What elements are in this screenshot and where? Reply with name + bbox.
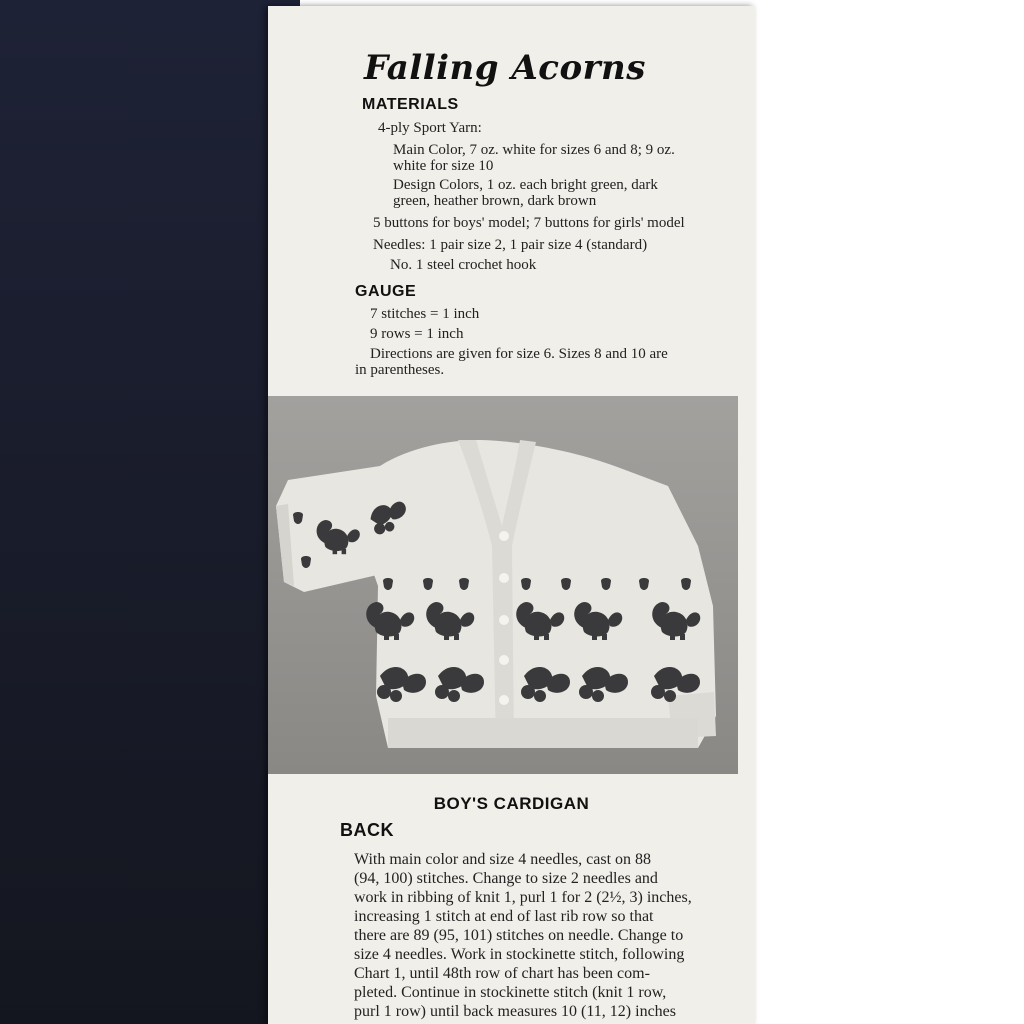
back-heading: BACK	[340, 820, 394, 840]
cardigan-illustration	[268, 396, 738, 774]
materials-line: white for size 10	[393, 158, 494, 174]
back-line: Chart 1, until 48th row of chart has been com-	[354, 965, 650, 982]
back-line: pleted. Continue in stockinette stitch (knit 1 row,	[354, 984, 667, 1001]
gauge-line: in parentheses.	[355, 362, 445, 378]
back-line: With main color and size 4 needles, cast on 88	[354, 851, 652, 868]
materials-line: green, heather brown, dark brown	[393, 193, 597, 209]
materials-line: No. 1 steel crochet hook	[390, 257, 537, 273]
section-title: BOY'S CARDIGAN	[433, 794, 590, 813]
gauge-line: 7 stitches = 1 inch	[370, 306, 480, 322]
gauge-line: Directions are given for size 6. Sizes 8 and 10 are	[370, 346, 668, 362]
gauge-heading: GAUGE	[355, 283, 417, 300]
dark-background	[0, 0, 300, 1024]
white-background	[755, 0, 1024, 1024]
materials-line: Design Colors, 1 oz. each bright green, dark	[393, 177, 658, 193]
materials-line: Main Color, 7 oz. white for sizes 6 and 8; 9 oz.	[393, 142, 675, 158]
back-line: there are 89 (95, 101) stitches on needle. Change to	[354, 927, 684, 944]
back-line: size 4 needles. Work in stockinette stitch, following	[354, 946, 685, 963]
materials-line: 5 buttons for boys' model; 7 buttons for girls' model	[373, 215, 685, 231]
back-line: work in ribbing of knit 1, purl 1 for 2 (2½, 3) inches,	[354, 889, 692, 906]
materials-line: Needles: 1 pair size 2, 1 pair size 4 (standard)	[373, 237, 648, 253]
materials-heading: MATERIALS	[362, 96, 459, 113]
gauge-line: 9 rows = 1 inch	[370, 326, 464, 342]
pattern-page	[268, 6, 755, 1024]
cardigan-photo	[268, 396, 738, 774]
pattern-title: Falling Acorns	[364, 48, 646, 88]
back-line: increasing 1 stitch at end of last rib row so that	[354, 908, 654, 925]
materials-line: 4-ply Sport Yarn:	[378, 120, 482, 136]
back-line: purl 1 row) until back measures 10 (11, 12) inches	[354, 1003, 676, 1020]
back-line: (94, 100) stitches. Change to size 2 needles and	[354, 870, 658, 887]
